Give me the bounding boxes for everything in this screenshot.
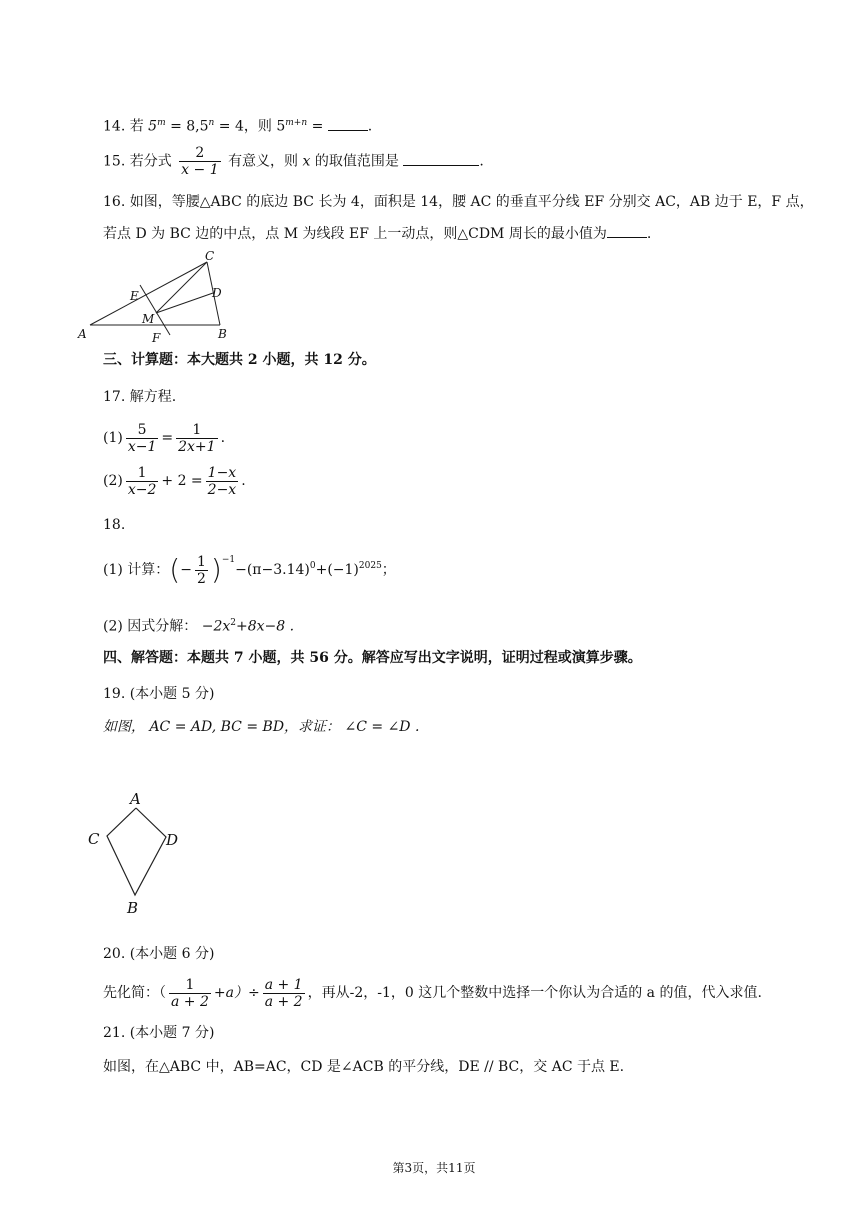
q18-fraction	[195, 554, 208, 587]
q15-variable: x	[302, 153, 311, 170]
fraction-denominator: 2x+1	[178, 438, 216, 455]
label-c: C	[205, 250, 215, 263]
q15-middle: 有意义，则	[228, 153, 299, 170]
fraction-denominator: a + 2	[264, 993, 303, 1010]
fraction-numerator: 1	[196, 553, 206, 570]
fraction-denominator: 2−x	[207, 481, 237, 498]
fraction-numerator: a + 1	[264, 976, 303, 993]
q14-exp-m: m	[157, 118, 166, 128]
q14-number: 14.	[103, 118, 126, 135]
q17-p2-middle: + 2 =	[161, 473, 203, 489]
q18-p2-expr: −2x	[201, 618, 231, 635]
part-label: (1)	[103, 430, 123, 446]
answer-blank	[328, 130, 368, 131]
question-17-part2: (2) $\frac{1}{x-2}$ + 2 = $\frac{1-x}{2-x}$ .	[103, 464, 246, 498]
section-4-heading: 四、解答题：本题共 7 小题，共 56 分。解答应写出文字说明，证明过程或演算步骤。	[103, 650, 642, 666]
kite-figure	[80, 790, 190, 920]
q20-prefix: 先化简：（	[103, 985, 166, 1001]
fraction-denominator: a + 2	[171, 993, 209, 1010]
q14-expr: 5	[148, 118, 158, 135]
q15-suffix: 的取值范围是	[314, 153, 399, 170]
q14-exp-n: n	[208, 118, 215, 128]
q18-p1-middle: −(π−3.14)	[235, 562, 310, 578]
q14-exp-mn: m+n	[285, 118, 308, 128]
part-label: (2)	[103, 473, 123, 489]
question-18-part2	[103, 613, 294, 637]
fraction-denominator: x − 1	[181, 162, 219, 178]
q18-p1-end: ；	[381, 562, 396, 578]
label-f: F	[152, 331, 161, 345]
question-21-title: 21. (本小题 7 分)	[103, 1025, 215, 1041]
q14-eq1: = 8,5	[165, 118, 209, 135]
part-label: (2) 因式分解：	[103, 618, 198, 635]
fraction-denominator: 2	[196, 570, 206, 587]
q14-text: 若	[129, 118, 144, 135]
question-14: 14. 若 $5^m = 8,5^n = 4$，则 $5^{m+n}$ = .	[103, 118, 373, 135]
q15-prefix: 若分式	[129, 153, 172, 170]
q20-fraction-1	[169, 977, 211, 1010]
label-d: D	[212, 286, 222, 300]
exponent: 0	[309, 561, 316, 571]
fraction-numerator: 2	[195, 145, 205, 161]
part-label: (1) 计算：	[103, 562, 170, 578]
question-19-title: 19. (本小题 5 分)	[103, 686, 215, 702]
q15-fraction	[179, 145, 220, 178]
exponent: −1	[221, 555, 236, 565]
label-a: A	[78, 327, 87, 341]
q18-p1-plus: +(−1)	[315, 562, 359, 578]
label-d: D	[166, 831, 179, 849]
q17-p1-left-fraction	[126, 422, 159, 455]
exponent: 2	[230, 618, 237, 628]
label-c: C	[88, 830, 100, 848]
fraction-numerator: 1	[185, 976, 195, 993]
exponent: 2025	[358, 561, 382, 571]
q20-fraction-2	[263, 977, 305, 1010]
question-21-text: 如图，在△ABC 中，AB=AC，CD 是∠ACB 的平分线，DE // BC，交 AC 于点 E.	[103, 1059, 625, 1075]
fraction-denominator: x−2	[127, 481, 157, 498]
question-18-part1: (1) 计算： ( − $\frac{1}{2}$ ) $^{-1}$ −(π−3.14) $^0$ +(−1) $^{2025}$ ；	[103, 550, 396, 590]
label-a: A	[130, 790, 141, 808]
label-b: B	[218, 327, 227, 341]
triangle-abc-figure	[70, 250, 240, 345]
answer-blank	[403, 165, 479, 166]
q20-suffix: ，再从-2，-1，0 这几个整数中选择一个你认为合适的 a 的值，代入求值.	[307, 985, 762, 1001]
label-e: E	[130, 289, 139, 303]
q17-p2-left-fraction	[126, 465, 159, 498]
label-b: B	[127, 899, 139, 917]
question-15: 15. 若分式 $\frac{2}{x - 1}$ 有意义，则 x 的取值范围是 .	[103, 145, 484, 178]
answer-blank	[607, 237, 647, 238]
fraction-numerator: 1	[192, 421, 202, 438]
section-3-heading: 三、计算题：本大题共 2 小题，共 12 分。	[103, 352, 376, 368]
q16-line2-text: 若点 D 为 BC 边的中点，点 M 为线段 EF 上一动点，则△CDM 周长的最小值为	[103, 226, 607, 242]
fraction-numerator: 5	[137, 421, 147, 438]
question-19-text: 如图， AC = AD, BC = BD，求证： ∠C = ∠D .	[103, 719, 420, 735]
question-16-line2: 若点 D 为 BC 边的中点，点 M 为线段 EF 上一动点，则△CDM 周长的最小值为 .	[103, 226, 652, 242]
q14-eq3: =	[307, 118, 328, 135]
question-20-text	[103, 975, 762, 1011]
q20-middle: +a）÷	[213, 985, 260, 1001]
question-16-line1: 16. 如图，等腰△ABC 的底边 BC 长为 4，面积是 14，腰 AC 的垂直平分线 EF 分别交 AC，AB 边于 E，F 点，	[103, 194, 814, 210]
question-17-title: 17. 解方程.	[103, 389, 177, 405]
question-20-title: 20. (本小题 6 分)	[103, 946, 215, 962]
q15-number: 15.	[103, 153, 126, 170]
q18-p2-expr-rest: +8x−8 .	[236, 618, 295, 635]
q14-eq2: = 4，则 5	[214, 118, 286, 135]
label-m: M	[142, 312, 155, 326]
minus-sign: −	[180, 562, 192, 578]
question-17-part1: (1) $\frac{5}{x-1}$ = $\frac{1}{2x+1}$ .	[103, 421, 226, 455]
page-footer: 第3页，共11页	[392, 1161, 476, 1175]
q17-p2-right-fraction	[206, 465, 239, 498]
fraction-numerator: 1−x	[207, 464, 237, 481]
question-18-title: 18.	[103, 517, 126, 533]
fraction-denominator: x−1	[127, 438, 157, 455]
q17-p1-right-fraction	[176, 422, 217, 455]
fraction-numerator: 1	[137, 464, 147, 481]
